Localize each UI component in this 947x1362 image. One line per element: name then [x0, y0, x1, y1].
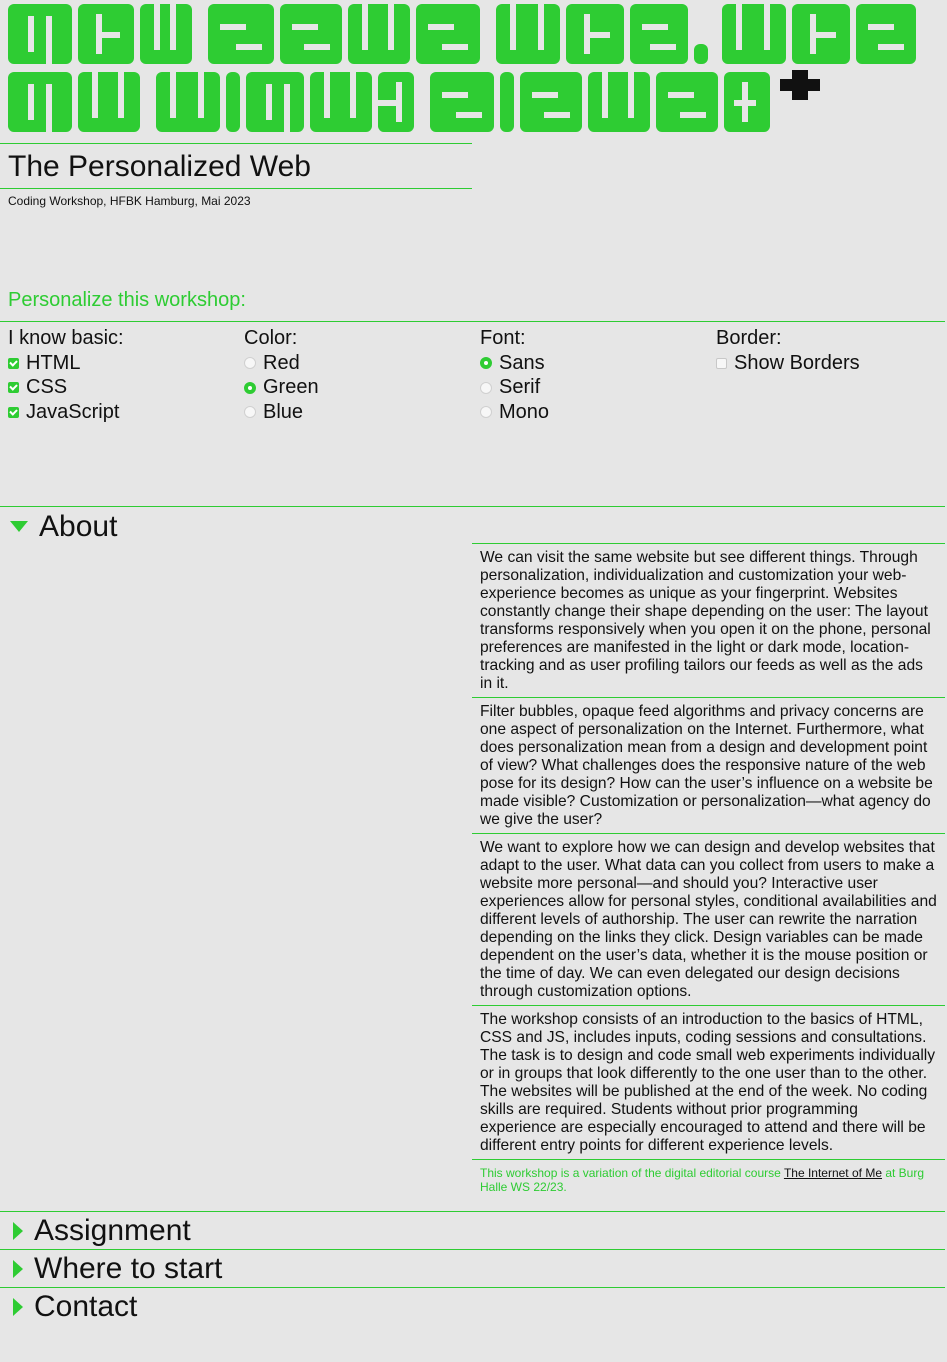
- section-title: About: [39, 509, 118, 543]
- hero-glyph: [416, 4, 480, 64]
- hero-glyph: [722, 4, 786, 64]
- section-assignment-toggle[interactable]: [0, 1211, 945, 1249]
- checkbox-icon[interactable]: [716, 358, 727, 369]
- checkbox-checked-icon[interactable]: [8, 407, 19, 418]
- hero-glyph: [378, 72, 414, 132]
- option-red[interactable]: [244, 351, 472, 376]
- page-title: The Personalized Web: [0, 143, 472, 189]
- checkbox-checked-icon[interactable]: [8, 358, 19, 369]
- option-group-font: [472, 322, 708, 506]
- option-group-border: [708, 322, 944, 506]
- hero-glyph: [500, 72, 514, 132]
- section-title: Contact: [34, 1289, 138, 1323]
- section-where-to-start-toggle[interactable]: [0, 1249, 945, 1287]
- hero-glyph: [208, 4, 274, 64]
- hero-glyph: [246, 72, 304, 132]
- hero-line-1: [8, 4, 928, 68]
- hero-glyph: [430, 72, 494, 132]
- hero-glyph: [8, 72, 72, 132]
- section-contact-toggle[interactable]: [0, 1287, 945, 1325]
- radio-selected-icon[interactable]: [480, 357, 492, 369]
- option-group-label: Border:: [716, 327, 782, 349]
- title-block: [0, 143, 472, 213]
- option-group-knowledge: [0, 322, 236, 506]
- hero-glyph: [630, 4, 688, 64]
- option-mono[interactable]: [480, 400, 708, 425]
- hero-glyph: [156, 72, 220, 132]
- option-html[interactable]: [8, 351, 236, 376]
- radio-icon[interactable]: [480, 382, 492, 394]
- page-subtitle: Coding Workshop, HFBK Hamburg, Mai 2023: [8, 194, 251, 208]
- option-label: Blue: [263, 400, 304, 423]
- hero-glyph: [656, 72, 718, 132]
- about-paragraph: The workshop consists of an introduction to the basics of HTML, CSS and JS, includes inputs, coding sessions and consultations. The task is to design and code small web experiments individually or in groups that look differently to the one user than to the other. The websites will be published at the end of the week. No coding skills are required. Students without prior programming experience are especially encouraged to attend and there will be different entry points for different experience levels.: [472, 1005, 945, 1159]
- note-text: This workshop is a variation of the digital editorial course: [480, 1166, 784, 1180]
- hero-glyph: [78, 4, 134, 64]
- hero-glyph: [348, 4, 410, 64]
- hero-glyph: [724, 72, 770, 132]
- about-paragraph: We want to explore how we can design and develop websites that adapt to the user. What data can you collect from users to make a website more personal—and should you? Interactive user experiences allow for personal styles, conditional availabilities and different levels of authorship. The user can rewrite the narration depending on the links they click. Design variables can be made dependent on the user’s data, whether it is the mouse position or the time of day. We can even delegated our design decisions through customization options.: [472, 833, 945, 1005]
- radio-icon[interactable]: [244, 406, 256, 418]
- option-group-label: Font:: [480, 327, 526, 349]
- hero-glyph: [566, 4, 624, 64]
- personalize-heading: Personalize this workshop:: [8, 289, 246, 311]
- option-group-label: I know basic:: [8, 327, 124, 349]
- triangle-right-icon: [13, 1260, 23, 1278]
- option-label: Show Borders: [734, 351, 860, 374]
- option-group-color: [236, 322, 472, 506]
- option-label: Sans: [499, 351, 545, 374]
- internet-of-me-link[interactable]: The Internet of Me: [783, 1166, 882, 1180]
- hero-glyph: [140, 4, 192, 64]
- option-show-borders[interactable]: [716, 351, 944, 376]
- checkbox-checked-icon[interactable]: [8, 382, 19, 393]
- option-css[interactable]: [8, 376, 236, 401]
- personalize-options: [0, 321, 945, 506]
- option-label: HTML: [26, 351, 81, 374]
- triangle-right-icon: [13, 1222, 23, 1240]
- option-javascript[interactable]: [8, 400, 236, 425]
- section-title: Where to start: [34, 1251, 223, 1285]
- option-sans[interactable]: [480, 351, 708, 376]
- hero-glyph: [856, 4, 916, 64]
- radio-icon[interactable]: [480, 406, 492, 418]
- about-paragraph: We can visit the same website but see different things. Through personalization, individualization and customization your web-experience becomes as unique as your fingerprint. Websites constantly change their shape depending on the user: The layout transforms responsively when you open it on the phone, personal preferences are manifested in the light or dark mode, location-tracking and as user profiling tailors our feeds as well as the ads in it.: [472, 543, 945, 697]
- section-title: Assignment: [34, 1213, 191, 1247]
- hero-title: [8, 4, 928, 136]
- hero-glyph: [78, 72, 140, 132]
- about-content: [472, 543, 945, 1198]
- hero-glyph: [310, 72, 372, 132]
- hero-glyph: [588, 72, 650, 132]
- hero-glyph: [8, 4, 72, 64]
- section-about-toggle[interactable]: [0, 506, 945, 546]
- option-group-label: Color:: [244, 327, 298, 349]
- option-label: Red: [263, 351, 300, 374]
- note-text: at Burg Halle WS 22/23.: [480, 1166, 925, 1194]
- option-label: Green: [263, 376, 319, 399]
- option-label: Serif: [499, 376, 541, 399]
- option-blue[interactable]: [244, 400, 472, 425]
- hero-glyph: [496, 4, 560, 64]
- option-label: CSS: [26, 376, 68, 399]
- hero-glyph: [226, 72, 240, 132]
- triangle-right-icon: [13, 1298, 23, 1316]
- hero-glyph: [520, 72, 582, 132]
- option-label: Mono: [499, 400, 550, 423]
- asterisk-icon: [780, 70, 820, 100]
- radio-selected-icon[interactable]: [244, 382, 256, 394]
- about-note: [472, 1159, 945, 1198]
- hero-glyph: [792, 4, 850, 64]
- radio-icon[interactable]: [244, 357, 256, 369]
- hero-line-2: [8, 68, 928, 132]
- hero-glyph: [280, 4, 342, 64]
- triangle-down-icon: [10, 521, 28, 532]
- option-green[interactable]: [244, 376, 472, 401]
- hero-glyph: [694, 44, 708, 64]
- option-label: JavaScript: [26, 400, 120, 423]
- option-serif[interactable]: [480, 376, 708, 401]
- about-paragraph: Filter bubbles, opaque feed algorithms and privacy concerns are one aspect of personalization on the Internet. Furthermore, what does personalization mean from a design and development point of view? What challenges does the responsive nature of the web pose for its design? How can the user’s influence on a website be made visible? Customization or personalization—what agency do we give the user?: [472, 697, 945, 833]
